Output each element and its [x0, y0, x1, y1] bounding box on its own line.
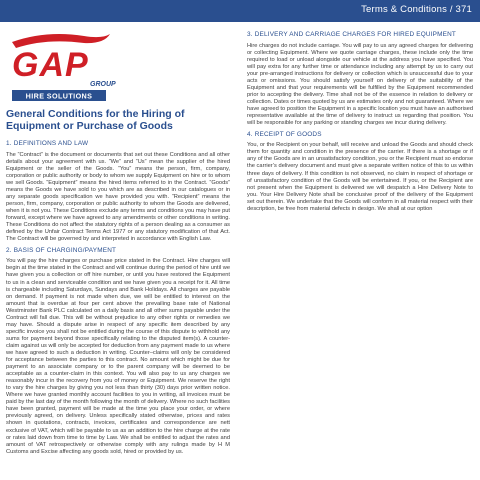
- left-column: [6, 108, 230, 459]
- section-heading: 1. DEFINITIONS AND LAW: [6, 140, 89, 147]
- document-title: General Conditions for the Hiring of Equipment or Purchase of Goods: [6, 108, 185, 132]
- section-paragraph: Hire charges do not include carriage. You will pay to us any agreed charges for delivering or collecting Equipment. Where we quote carriage charges, these include only the time required to load or unload alongside our vehicle at the address you have specified. You will pay extra for any further time or attendance including any attempt by us to carry out your pre-arranged instructions for delivery or collection which is unsuccessful due to your acts or omissions. You should satisfy yourself on delivery of the suitability of the Equipment and that your requirements will be fulfilled by the Equipment recommended prior to accepting the delivery. Time shall not be of the essence in relation to delivery or collection. Dates or times quoted by us are estimates only and not guaranteed. Where we have agreed to position the Equipment in a specific location you must have an authorised representative available at the time of delivery to instruct us regarding that position. You will be responsible for any parking or standing charges we incur during delivery.: [247, 42, 473, 127]
- right-column: [247, 28, 473, 216]
- section-paragraph: The “Contract” is the document or documents that set out these Conditions and all other details about your agreement with us. “We” and “Us” mean the supplier of the hired Equipment or the seller of the Goods. “You” means the person, firm, company, corporation or public authority or body to whom we supply Equipment on hire or to whom we sell Goods. “Equipment” means the hired items referred to in the Contract. “Goods” means the Goods we have sold to you which are as described in our catalogues or in any separate goods specification we have provided you with. “Recipient” means the person, firm, company, corporation or public authority to whom the Goods are delivered, when it is not you. These Conditions exclude any terms and conditions you may have put forward, except where we have agreed to any amendments or other conditions in writing. These Conditions do not affect the statutory rights of a person dealing as a consumer as defined by the Unfair Contract Terms Act 1977 or any statutory modification of that Act. The Contract will be governed by and interpreted in accordance with English Law.: [6, 151, 230, 243]
- logo-brand-text: GAP: [12, 46, 89, 84]
- gap-group-logo: [6, 30, 116, 104]
- logo-group-text: GROUP: [90, 81, 116, 88]
- logo-tagline-text: HIRE SOLUTIONS: [25, 91, 93, 101]
- top-header-bar: [0, 0, 480, 22]
- section-heading: 3. DELIVERY AND CARRIAGE CHARGES FOR HIRED EQUIPMENT: [247, 31, 457, 38]
- section-paragraph: You, or the Recipient on your behalf, will receive and unload the Goods and should check them for quantity and condition in the presence of the carrier. If there is a shortage or if any of the Goods are in an unsatisfactory condition, you or the Recipient must so endorse the carrier’s delivery document and must give a separate written notice of this to us within three days of delivery. If this condition is not observed, no claim in respect of shortage or of unsatisfactory condition of the Goods will be entertained. If you, or the Recipient are not present when the Equipment is delivered we will despatch a Hire Delivery Note to you. Your Hire Delivery Note shall be conclusive proof of the delivery of the Equipment set out therein. We undertake that the Goods will conform in all material respect with their description, be free from material defects in design. We shall at our option: [247, 142, 473, 212]
- page-header: Terms & Conditions / 371: [361, 4, 472, 15]
- section-heading: 4. RECEIPT OF GOODS: [247, 130, 322, 138]
- section-heading: 2. BASIS OF CHARGING/PAYMENT: [6, 246, 117, 254]
- section-paragraph: You will pay the hire charges or purchase price stated in the Contract. Hire charges will begin at the time stated in the Contract and will continue during the period of hire until we have given you a collection or off hire number, or until you have restored the Equipment to us in a clean and serviceable condition and we have given you a receipt for it. All time is chargeable including Saturdays, Sundays and Bank Holidays. All charges are payable on demand. If payment is not made when due, we will be entitled to interest on the amount that is overdue at four per cent above the prevailing base rate of National Westminster Bank PLC calculated on a daily basis and all other sums payable under the Contract will fall due. This will be without prejudice to any other rights or remedies we may have. Should a dispute arise in respect of any specific item described by any specific invoice you shall not be entitled during the course of this dispute to withhold any sums for payment beyond those specifically relating to the disputed item(s). A counter-claim against us will only be accepted for deduction from any payment made to us where we have agreed to such a deduction in writing. Counter–claims will only be considered for acceptance between the parties to this contract. No amount which might be due for payment to an associate company or to the parent company will be deemed to be acceptable as a counter-claim in this context. You will also pay to us any charges we reasonably incur in the recovery from you of money or Equipment. We reserve the right to vary the hire charges by giving you not less than thirty (30) days prior written notice. Where we have granted monthly account facilities to you in writing, all invoices must be paid by the last day of the month following the month of delivery. Where no such facilities have been granted, payment will be made at the time you place your order, or where previously agreed, on delivery. Unless specifically stated otherwise, prices and rates shown in quotations, contracts, invoices, certificates and correspondence are nett exclusive of VAT, which will be payable to us as an addition to the hire charge at the rate or rates laid down from time to time by Law. We shall be entitled to adjust the rates and amount of VAT retrospectively or otherwise comply with any rulings made by H M Customs and Excise affecting any goods sold, hired or provided by us.: [6, 258, 230, 455]
